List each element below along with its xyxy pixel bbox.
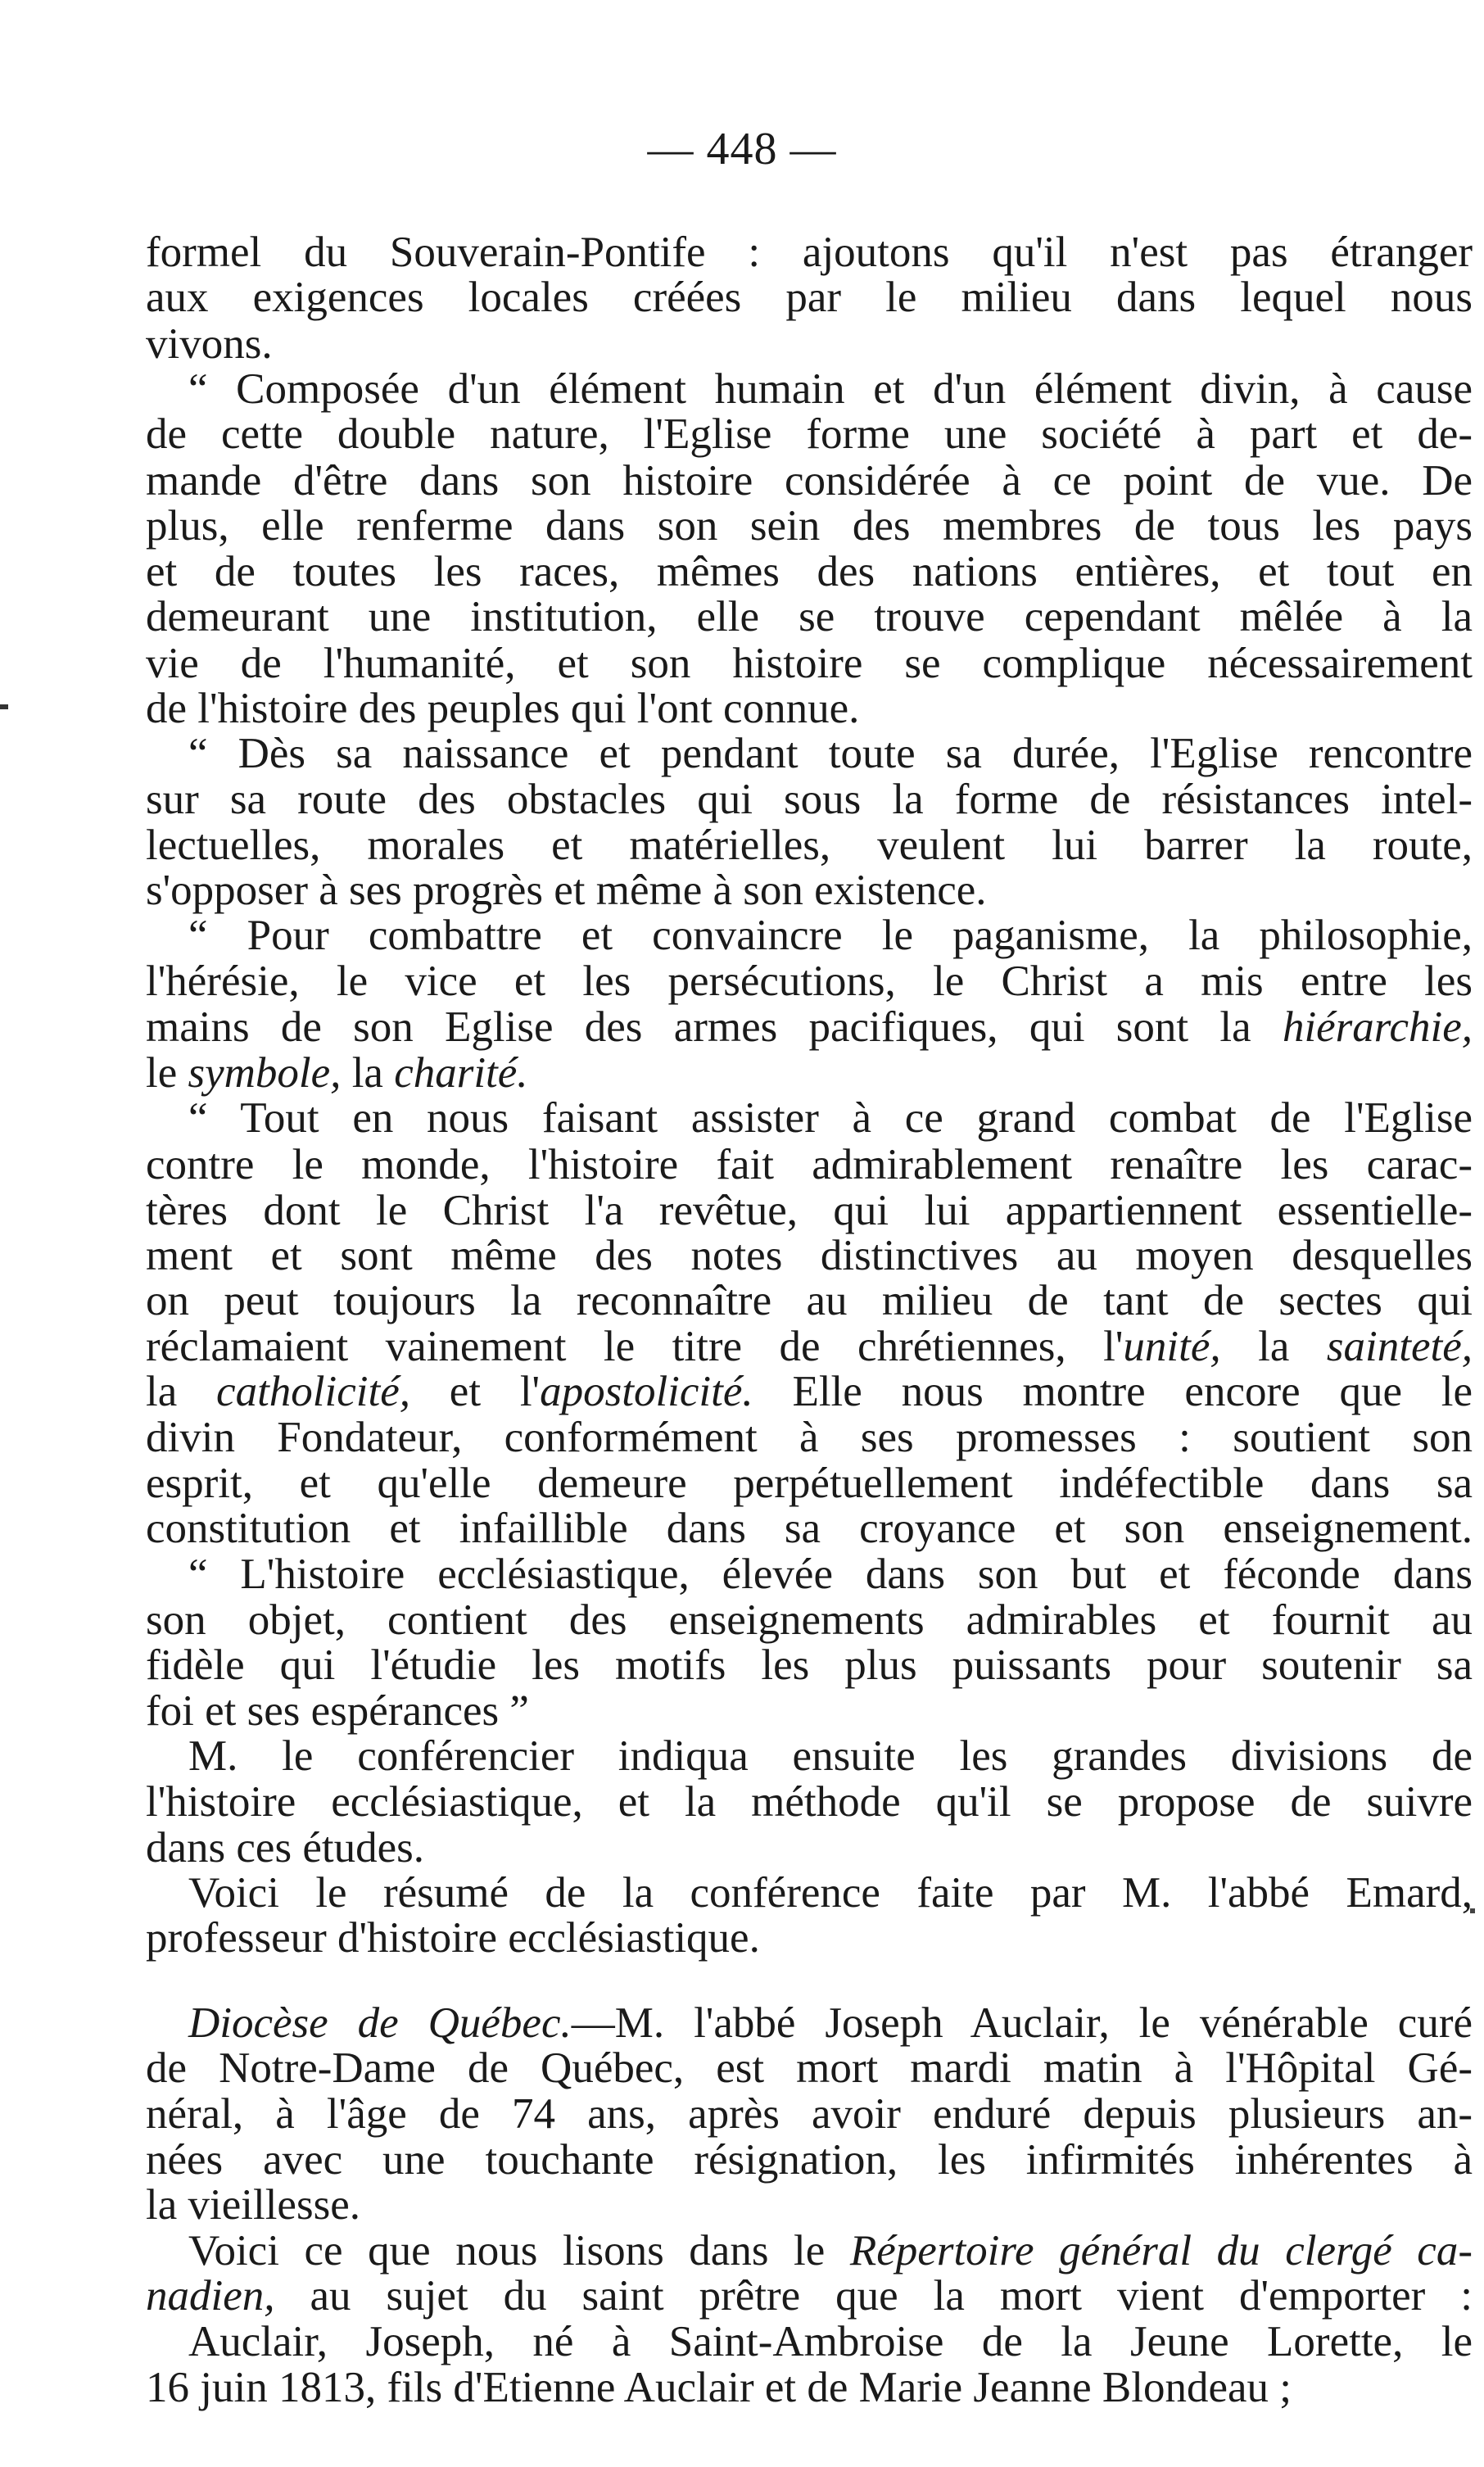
text-segment: la <box>341 1049 395 1097</box>
italic-term: apostolicité. <box>540 1368 753 1415</box>
text-line: 16 juin 1813, fils d'Etienne Auclair et de Marie Jeanne Blondeau ; <box>146 2364 1292 2411</box>
page-number: — 448 — <box>647 124 837 174</box>
text-segment: Elle nous montre encore que le <box>753 1368 1473 1415</box>
text-line: esprit, et qu'elle demeure perpétuellement indéfectible dans sa <box>146 1460 1473 1507</box>
text-line: vie de l'humanité, et son histoire se complique nécessairement <box>146 640 1473 687</box>
italic-term: Répertoire général du clergé ca- <box>849 2227 1473 2275</box>
text-line: nées avec une touchante résignation, les infirmités inhérentes à <box>146 2136 1473 2184</box>
text-line <box>146 1003 1473 1052</box>
text-line: la vieillesse. <box>146 2181 360 2229</box>
text-line: dans ces études. <box>146 1824 424 1872</box>
text-line: contre le monde, l'histoire fait admirablement renaître les carac- <box>146 1141 1473 1188</box>
text-line <box>146 1367 1473 1416</box>
italic-term: catholicité, <box>216 1368 410 1415</box>
text-segment: mains de son Eglise des armes pacifiques, qui sont la <box>146 1003 1283 1051</box>
text-line <box>146 1322 1473 1371</box>
text-line: de cette double nature, l'Eglise forme une société à part et de- <box>146 410 1473 458</box>
text-line: formel du Souverain-Pontife : ajoutons qu'il n'est pas étranger <box>146 229 1473 276</box>
text-line: lectuelles, morales et matérielles, veulent lui barrer la route, <box>146 822 1473 869</box>
text-segment: la <box>146 1368 217 1415</box>
text-line: professeur d'histoire ecclésiastique. <box>146 1914 760 1962</box>
italic-term: nadien, <box>146 2272 275 2320</box>
text-line: ment et sont même des notes distinctives au moyen desquelles <box>146 1232 1473 1279</box>
text-segment: et l' <box>410 1368 541 1415</box>
text-line <box>146 2271 1473 2320</box>
text-line: son objet, contient des enseignements admirables et fournit au <box>146 1596 1473 1644</box>
text-segment: au sujet du saint prêtre que la mort vient d'emporter : <box>274 2272 1473 2320</box>
text-line: vivons. <box>146 320 273 368</box>
text-line: sur sa route des obstacles qui sous la forme de résistances intel- <box>146 776 1473 823</box>
text-segment: le <box>146 1049 188 1097</box>
text-line: tères dont le Christ l'a revêtue, qui lui appartiennent essentielle- <box>146 1187 1473 1234</box>
text-line: aux exigences locales créées par le milieu dans lequel nous <box>146 274 1473 321</box>
text-line: “ L'histoire ecclésiastique, élevée dans son but et féconde dans <box>188 1550 1473 1598</box>
italic-term: charité. <box>394 1049 528 1097</box>
text-segment: —M. l'abbé Joseph Auclair, le vénérable curé <box>571 1999 1473 2047</box>
text-line: fidèle qui l'étudie les motifs les plus puissants pour soutenir sa <box>146 1641 1473 1689</box>
text-line <box>188 1998 1473 2048</box>
text-line <box>188 2226 1473 2275</box>
text-line: “ Tout en nous faisant assister à ce grand combat de l'Eglise <box>188 1094 1473 1142</box>
text-line: divin Fondateur, conformément à ses promesses : soutient son <box>146 1414 1473 1461</box>
text-segment: Voici ce que nous lisons dans le <box>188 2227 850 2275</box>
italic-term: unité, <box>1123 1323 1221 1370</box>
italic-term: sainteté, <box>1326 1323 1473 1370</box>
text-line: néral, à l'âge de 74 ans, après avoir enduré depuis plusieurs an- <box>146 2090 1473 2138</box>
text-line: Auclair, Joseph, né à Saint-Ambroise de la Jeune Lorette, le <box>188 2318 1473 2365</box>
text-line: demeurant une institution, elle se trouve cependant mêlée à la <box>146 593 1473 641</box>
text-line: “ Pour combattre et convaincre le paganisme, la philosophie, <box>188 912 1473 959</box>
text-line: l'hérésie, le vice et les persécutions, le Christ a mis entre les <box>146 957 1473 1005</box>
text-line: mande d'être dans son histoire considérée à ce point de vue. De <box>146 457 1473 505</box>
text-line: plus, elle renferme dans son sein des membres de tous les pays <box>146 502 1473 550</box>
text-line: Voici le résumé de la conférence faite par M. l'abbé Emard, <box>188 1869 1473 1917</box>
text-line: et de toutes les races, mêmes des nations entières, et tout en <box>146 548 1473 595</box>
text-line: de Notre-Dame de Québec, est mort mardi matin à l'Hôpital Gé- <box>146 2044 1473 2092</box>
text-line: M. le conférencier indiqua ensuite les grandes divisions de <box>188 1732 1473 1780</box>
text-line: on peut toujours la reconnaître au milieu de tant de sectes qui <box>146 1277 1473 1324</box>
italic-term: hiérarchie, <box>1282 1003 1473 1051</box>
text-line: “ Dès sa naissance et pendant toute sa durée, l'Eglise rencontre <box>188 730 1473 777</box>
text-line: constitution et infaillible dans sa croyance et son enseignement. <box>146 1505 1473 1552</box>
text-segment: la <box>1220 1323 1327 1370</box>
italic-term: Diocèse de Québec. <box>188 1999 572 2047</box>
text-line: “ Composée d'un élément humain et d'un élément divin, à cause <box>188 365 1473 413</box>
italic-term: symbole, <box>188 1049 342 1097</box>
text-line: l'histoire ecclésiastique, et la méthode qu'il se propose de suivre <box>146 1778 1473 1826</box>
text-line: s'opposer à ses progrès et même à son existence. <box>146 867 987 914</box>
text-segment: réclamaient vainement le titre de chrétiennes, l' <box>146 1323 1124 1370</box>
text-line <box>146 1048 1473 1098</box>
text-line: de l'histoire des peuples qui l'ont connue. <box>146 685 860 732</box>
margin-mark <box>0 704 8 709</box>
text-line: foi et ses espérances ” <box>146 1687 529 1735</box>
